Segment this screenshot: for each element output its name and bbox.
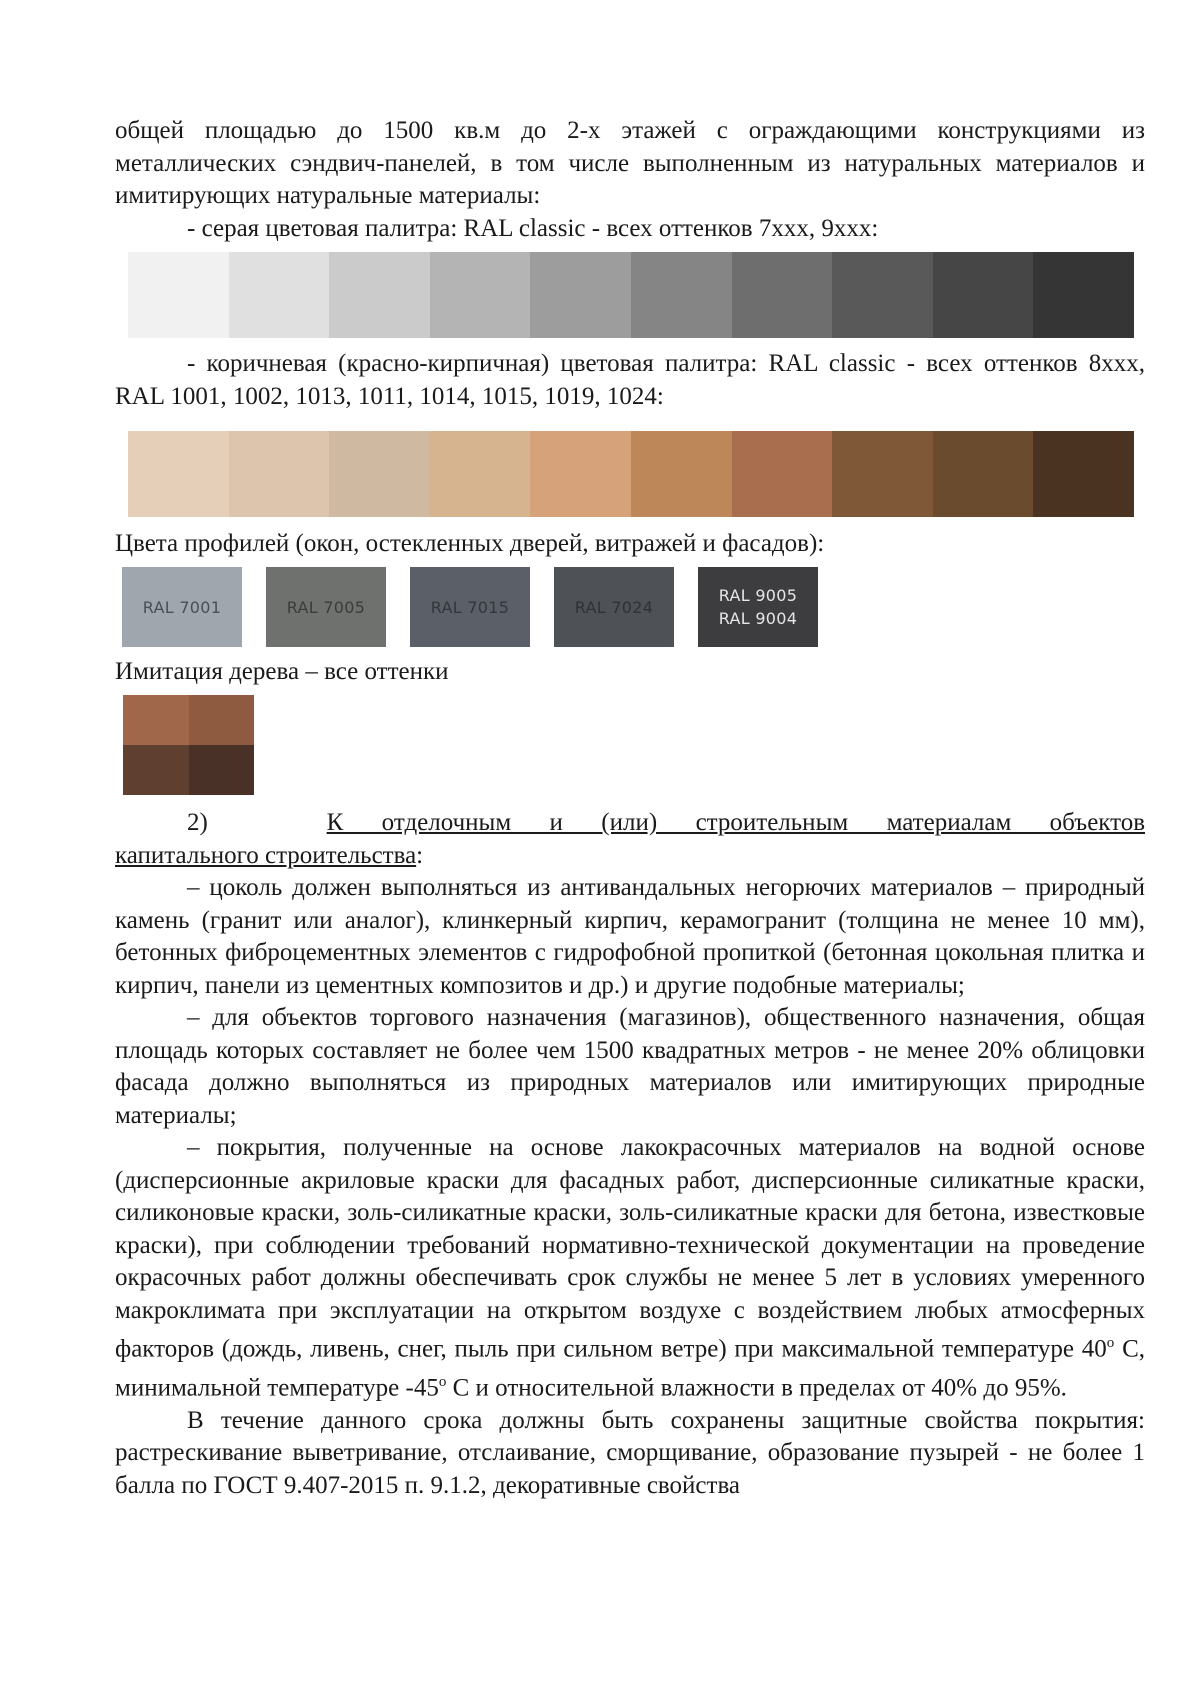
profile-color-chip bbox=[554, 567, 674, 647]
section-2-heading-line2: капитального строительства: bbox=[115, 841, 424, 869]
gray-palette-swatch bbox=[631, 252, 732, 338]
gray-palette-swatch bbox=[128, 252, 229, 338]
wood-swatch bbox=[123, 695, 189, 745]
brown-palette-swatch bbox=[530, 431, 631, 517]
degree-sup: o bbox=[438, 1373, 447, 1390]
profile-color-chip bbox=[266, 567, 386, 647]
profile-color-chips bbox=[122, 567, 842, 647]
gray-palette-swatch bbox=[229, 252, 330, 338]
bullet-commercial: – для объектов торгового назначения (магазинов), общественного назначения, общая площадь которых составляет не более чем 1500 квадратных метров - не менее 20% облицовки фасада должно выполняться из природных материалов или имитирующих природные материалы; bbox=[115, 1004, 1145, 1129]
bullet-plinth: – цоколь должен выполняться из антивандальных негорючих материалов – природный камень (гранит или аналог), клинкерный кирпич, керамогранит (толщина не менее 10 мм), бетонных фиброцементных элементов с гидрофобной пропиткой (бетонная цокольная плитка и кирпич, панели из цементных композитов и др.) и другие подобные материалы; bbox=[115, 874, 1145, 999]
gray-palette-swatch bbox=[1033, 252, 1134, 338]
section-2-number: 2) bbox=[187, 809, 208, 836]
intro-paragraph: общей площадью до 1500 кв.м до 2-х этажей с ограждающими конструкциями из металлических сэндвич-панелей, в том числе выполненным из натуральных материалов и имитирующих натуральные материалы: bbox=[115, 117, 1145, 209]
brown-palette-swatch bbox=[832, 431, 933, 517]
profile-color-chip bbox=[122, 567, 242, 647]
brown-palette-swatch bbox=[1033, 431, 1134, 517]
gray-palette-swatch bbox=[430, 252, 531, 338]
section-2-heading-line1 bbox=[115, 807, 1145, 840]
brown-palette-swatch bbox=[229, 431, 330, 517]
profile-chip-label: RAL 9004 bbox=[718, 609, 798, 628]
wood-heading: Имитация дерева – все оттенки bbox=[115, 658, 449, 685]
section-2-block bbox=[115, 807, 1145, 1502]
gray-palette-caption: - серая цветовая палитра: RAL classic - всех оттенков 7ххх, 9ххх: bbox=[187, 214, 879, 242]
brown-palette-strip bbox=[128, 431, 1134, 517]
gray-palette-swatch bbox=[530, 252, 631, 338]
profile-chip-label: RAL 9005 bbox=[718, 586, 798, 605]
brown-palette-caption: - коричневая (красно-кирпичная) цветовая палитра: RAL classic - всех оттенков 8ххх, RAL 1001, 1002, 1013, 1011, 1014, 1015, 1019, 1024: bbox=[115, 350, 1145, 410]
brown-caption-block bbox=[115, 348, 1145, 413]
degree-sup: o bbox=[1106, 1335, 1115, 1351]
brown-palette-swatch bbox=[732, 431, 833, 517]
final-paragraph: В течение данного срока должны быть сохранены защитные свойства покрытия: растрескивание выветривание, отслаивание, сморщивание, образование пузырей - не более 1 балла по ГОСТ 9.407-2015 п. 9.1.2, декоративные свойства bbox=[115, 1406, 1145, 1499]
brown-palette-swatch bbox=[128, 431, 229, 517]
profile-color-chip bbox=[698, 567, 818, 647]
gray-palette-strip bbox=[128, 252, 1134, 338]
gray-palette-swatch bbox=[732, 252, 833, 338]
gray-palette-swatch bbox=[329, 252, 430, 338]
brown-palette-swatch bbox=[430, 431, 531, 517]
profile-color-chip bbox=[410, 567, 530, 647]
profiles-heading: Цвета профилей (окон, остекленных дверей, витражей и фасадов): bbox=[115, 530, 825, 557]
intro-block bbox=[115, 115, 1145, 245]
section-2-title-line1: К отделочным и (или) строительным материалам объектов bbox=[326, 809, 1146, 836]
brown-palette-swatch bbox=[329, 431, 430, 517]
gray-palette-swatch bbox=[832, 252, 933, 338]
wood-swatch bbox=[123, 745, 189, 795]
wood-swatch bbox=[189, 745, 255, 795]
wood-swatch bbox=[189, 695, 255, 745]
wood-swatch-grid bbox=[123, 695, 254, 795]
profile-chip-label: RAL 7015 bbox=[430, 597, 510, 617]
section-2-title-line2: капитального строительства bbox=[115, 841, 417, 869]
profile-chip-label: RAL 7001 bbox=[142, 597, 222, 617]
brown-palette-swatch bbox=[933, 431, 1034, 517]
bullet-coatings: – покрытия, полученные на основе лакокрасочных материалов на водной основе (дисперсионные акриловые краски для фасадных работ, дисперсионные силикатные краски, силиконовые краски, золь-силикатные краски, золь-силикатные краски для бетона, известковые краски), при соблюдении требований нормативно-технической документации на проведение окрасочных работ должны обеспечивать срок службы не менее 5 лет в условиях умеренного макроклимата при эксплуатации на открытом воздухе с воздействием любых атмосферных факторов (дождь, ливень, снег, пыль при сильном ветре) при максимальной температуре 40$^o$ С, минимальной температуре -45$^o$ С и относительной влажности в пределах от 40% до 95%. bbox=[115, 1134, 1145, 1402]
profile-chip-label: RAL 7005 bbox=[286, 597, 366, 617]
profile-chip-label: RAL 7024 bbox=[574, 597, 654, 617]
gray-palette-swatch bbox=[933, 252, 1034, 338]
brown-palette-swatch bbox=[631, 431, 732, 517]
